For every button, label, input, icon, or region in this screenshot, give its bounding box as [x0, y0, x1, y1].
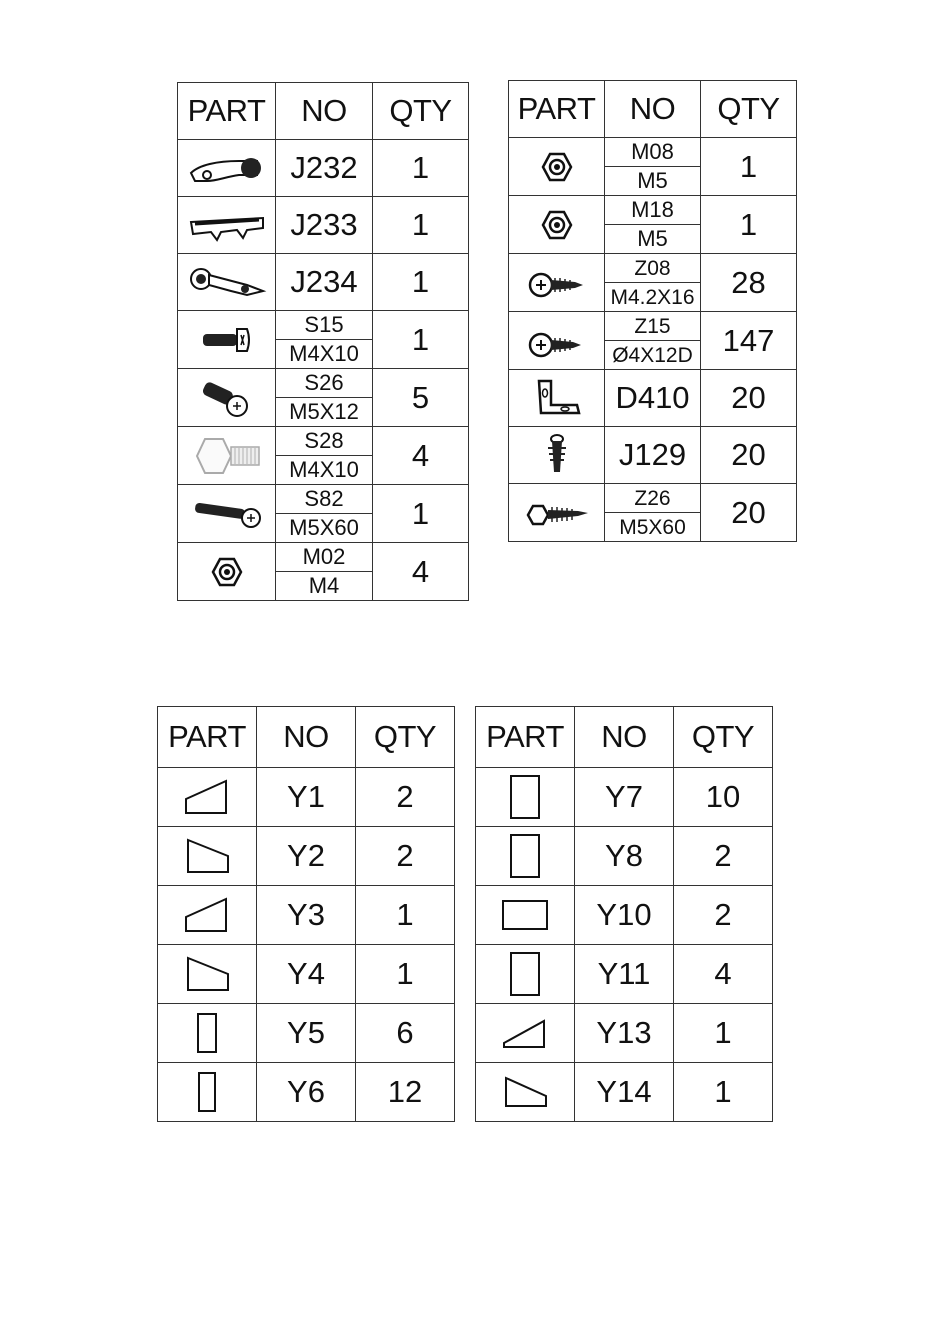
- quantity: 6: [356, 1004, 455, 1063]
- part-spec: M5: [637, 168, 668, 193]
- wide-rect-icon: [476, 886, 575, 945]
- quantity: 4: [674, 945, 773, 1004]
- quantity: 20: [701, 484, 797, 542]
- header-row: [178, 83, 469, 140]
- no-header: NO: [605, 81, 701, 138]
- table-row: [476, 886, 773, 945]
- table-row: [158, 768, 455, 827]
- screw-z26-icon: [509, 484, 605, 542]
- table-row: [476, 768, 773, 827]
- part-number: M02: [276, 543, 372, 572]
- quantity: 20: [701, 427, 797, 484]
- part-number: Y11: [575, 945, 674, 1004]
- table-row: [476, 945, 773, 1004]
- bolt-s82-icon: [178, 485, 276, 543]
- nut-m08-icon: [509, 138, 605, 196]
- quantity: 1: [701, 138, 797, 196]
- header-row: [509, 81, 797, 138]
- table-row: [476, 1063, 773, 1122]
- part-spec: M4: [308, 573, 340, 598]
- table-row: [509, 254, 797, 312]
- narrow-rect-icon: [158, 1004, 257, 1063]
- part-number: Y14: [575, 1063, 674, 1122]
- quantity: 1: [674, 1004, 773, 1063]
- quantity: 1: [373, 311, 469, 369]
- part-spec: M5: [637, 226, 668, 251]
- part-number: S26: [276, 369, 372, 398]
- quantity: 2: [356, 768, 455, 827]
- part-header: PART: [178, 83, 276, 140]
- part-number: S82: [276, 485, 372, 514]
- quantity: 5: [373, 369, 469, 427]
- part-number: Y13: [575, 1004, 674, 1063]
- table-row: [476, 827, 773, 886]
- header-row: [476, 707, 773, 768]
- quantity: 10: [674, 768, 773, 827]
- part-number: Z26: [605, 484, 700, 513]
- part-number: Y8: [575, 827, 674, 886]
- bracket-d410-icon: [509, 370, 605, 427]
- quantity: 4: [373, 543, 469, 601]
- panel-table-2: [475, 706, 773, 1122]
- table-row: [509, 196, 797, 254]
- quantity: 2: [674, 827, 773, 886]
- part-spec-cell: [605, 312, 701, 370]
- tall-rect-icon: [476, 827, 575, 886]
- part-number: J234: [276, 254, 373, 311]
- trapezoid-right-icon: [158, 945, 257, 1004]
- table-row: [178, 254, 469, 311]
- part-number: Z08: [605, 254, 700, 283]
- part-number: Y4: [257, 945, 356, 1004]
- part-spec: Ø4X12D: [612, 343, 693, 367]
- quantity: 1: [373, 140, 469, 197]
- part-number: S28: [276, 427, 372, 456]
- table-row: [178, 197, 469, 254]
- trapezoid-right-icon: [476, 1063, 575, 1122]
- quantity: 1: [701, 196, 797, 254]
- part-spec: M4X10: [289, 457, 359, 482]
- screw-z15-icon: [509, 312, 605, 370]
- bolt-s15-icon: [178, 311, 276, 369]
- table-row: [476, 1004, 773, 1063]
- header-row: [158, 707, 455, 768]
- part-header: PART: [509, 81, 605, 138]
- trapezoid-left-icon: [476, 1004, 575, 1063]
- screw-z08-icon: [509, 254, 605, 312]
- quantity: 1: [674, 1063, 773, 1122]
- quantity: 147: [701, 312, 797, 370]
- part-spec-cell: [605, 254, 701, 312]
- table-row: [158, 886, 455, 945]
- part-number: Y10: [575, 886, 674, 945]
- part-number: D410: [605, 370, 701, 427]
- no-header: NO: [257, 707, 356, 768]
- part-spec-cell: [605, 196, 701, 254]
- part-spec: M5X12: [289, 399, 359, 424]
- quantity: 1: [356, 945, 455, 1004]
- quantity: 12: [356, 1063, 455, 1122]
- part-number: Y6: [257, 1063, 356, 1122]
- part-spec: M5X60: [289, 515, 359, 540]
- part-header: PART: [158, 707, 257, 768]
- table-row: [509, 370, 797, 427]
- quantity: 2: [356, 827, 455, 886]
- quantity: 4: [373, 427, 469, 485]
- part-header: PART: [476, 707, 575, 768]
- table-row: [178, 485, 469, 543]
- quantity: 2: [674, 886, 773, 945]
- quantity: 20: [701, 370, 797, 427]
- part-number: J232: [276, 140, 373, 197]
- part-number: J129: [605, 427, 701, 484]
- no-header: NO: [276, 83, 373, 140]
- qty-header: QTY: [373, 83, 469, 140]
- part-number: S15: [276, 311, 372, 340]
- part-spec: M4.2X16: [610, 285, 695, 309]
- table-row: [178, 427, 469, 485]
- table-row: [178, 369, 469, 427]
- quantity: 28: [701, 254, 797, 312]
- table-row: [158, 1004, 455, 1063]
- hex-bolt-s28-icon: [178, 427, 276, 485]
- dowel-j129-icon: [509, 427, 605, 484]
- table-row: [158, 827, 455, 886]
- part-number: Y3: [257, 886, 356, 945]
- part-spec: M5X60: [619, 515, 686, 539]
- hardware-table-1: [177, 82, 469, 601]
- panel-table-1: [157, 706, 455, 1122]
- table-row: [509, 427, 797, 484]
- part-spec-cell: [276, 311, 373, 369]
- hardware-table-2: [508, 80, 797, 542]
- part-number: Y7: [575, 768, 674, 827]
- trapezoid-left-icon: [158, 886, 257, 945]
- part-number: Y5: [257, 1004, 356, 1063]
- part-spec-cell: [605, 138, 701, 196]
- part-spec-cell: [605, 484, 701, 542]
- part-number: Z15: [605, 312, 700, 341]
- table-row: [158, 1063, 455, 1122]
- narrow-rect-icon: [158, 1063, 257, 1122]
- no-header: NO: [575, 707, 674, 768]
- trapezoid-left-icon: [158, 768, 257, 827]
- tall-rect-icon: [476, 945, 575, 1004]
- table-row: [178, 311, 469, 369]
- part-number: Y1: [257, 768, 356, 827]
- table-row: [158, 945, 455, 1004]
- part-number: M18: [605, 196, 700, 225]
- trapezoid-right-icon: [158, 827, 257, 886]
- table-row: [178, 140, 469, 197]
- tall-rect-icon: [476, 768, 575, 827]
- quantity: 1: [373, 197, 469, 254]
- qty-header: QTY: [356, 707, 455, 768]
- quantity: 1: [373, 254, 469, 311]
- nut-m02-icon: [178, 543, 276, 601]
- part-number: M08: [605, 138, 700, 167]
- part-number: Y2: [257, 827, 356, 886]
- part-spec-cell: [276, 427, 373, 485]
- table-row: [178, 543, 469, 601]
- part-spec: M4X10: [289, 341, 359, 366]
- table-row: [509, 138, 797, 196]
- part-spec-cell: [276, 369, 373, 427]
- quantity: 1: [356, 886, 455, 945]
- clip-j233-icon: [178, 197, 276, 254]
- clip-j234-icon: [178, 254, 276, 311]
- part-spec-cell: [276, 485, 373, 543]
- clip-j232-icon: [178, 140, 276, 197]
- qty-header: QTY: [701, 81, 797, 138]
- bolt-s26-icon: [178, 369, 276, 427]
- qty-header: QTY: [674, 707, 773, 768]
- table-row: [509, 484, 797, 542]
- table-row: [509, 312, 797, 370]
- part-number: J233: [276, 197, 373, 254]
- nut-m18-icon: [509, 196, 605, 254]
- part-spec-cell: [276, 543, 373, 601]
- quantity: 1: [373, 485, 469, 543]
